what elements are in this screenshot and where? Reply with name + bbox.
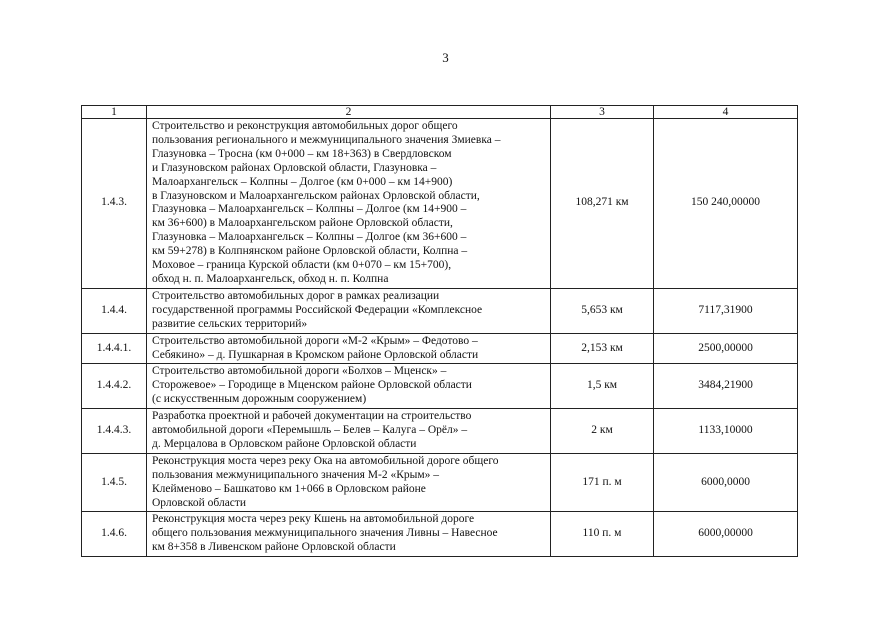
column-header: 3 [551,106,654,119]
description-line: Реконструкция моста через реку Ока на автомобильной дороге общего [152,454,499,467]
description-line: Малоархангельск – Колпны – Долгое (км 0+000 – км 14+900) [152,175,453,188]
description-line: и Глазуновском районах Орловской области, Глазуновка – [152,161,437,174]
item-length: 2 км [551,409,654,454]
description-line: Глазуновка – Малоархангельск – Колпны – Долгое (км 14+900 – [152,203,467,216]
table-row [82,333,798,364]
description-line: автомобильной дороги «Перемышль – Белев – Калуга – Орёл» – [152,424,468,437]
item-amount: 2500,00000 [654,333,798,364]
item-description [147,512,551,557]
table-row [82,453,798,512]
table-header-row [82,106,798,119]
description-line: км 59+278) в Колпнянском районе Орловской области, Колпна – [152,245,468,258]
item-amount: 6000,00000 [654,512,798,557]
description-line: Глазуновка – Тросна (км 0+000 – км 18+363) в Свердловском [152,147,452,160]
description-line: Строительство и реконструкция автомобильных дорог общего [152,120,458,132]
description-line: Сторожевое» – Городище в Мценском районе Орловской области [152,379,472,392]
item-description [147,288,551,333]
column-header: 4 [654,106,798,119]
item-description [147,333,551,364]
description-line: пользования межмуниципального значения М-2 «Крым» – [152,468,440,481]
table-row [82,119,798,289]
description-line: Реконструкция моста через реку Кшень на автомобильной дороге [152,513,475,526]
description-line: пользования регионального и межмуниципального значения Змиевка – [152,133,501,146]
column-header: 1 [82,106,147,119]
description-line: общего пользования межмуниципального значения Ливны – Навесное [152,527,498,540]
item-length: 108,271 км [551,119,654,289]
table-row [82,288,798,333]
item-description [147,364,551,409]
description-line: Разработка проектной и рабочей документации на строительство [152,410,472,423]
item-number: 1.4.4. [82,288,147,333]
item-length: 1,5 км [551,364,654,409]
column-header: 2 [147,106,551,119]
item-length: 171 п. м [551,453,654,512]
item-amount: 1133,10000 [654,409,798,454]
item-number: 1.4.4.2. [82,364,147,409]
item-description [147,453,551,512]
description-line: развитие сельских территорий» [152,317,308,330]
description-line: (с искусственным дорожным сооружением) [152,393,367,406]
description-line: Строительство автомобильной дороги «Болхов – Мценск» – [152,365,447,378]
description-line: Глазуновка – Малоархангельск – Колпны – Долгое (км 36+600 – [152,231,467,244]
item-number: 1.4.3. [82,119,147,289]
item-length: 110 п. м [551,512,654,557]
description-line: Орловской области [152,496,247,509]
table-row [82,409,798,454]
item-number: 1.4.5. [82,453,147,512]
item-length: 2,153 км [551,333,654,364]
item-number: 1.4.6. [82,512,147,557]
description-line: Строительство автомобильной дороги «М-2 «Крым» – Федотово – [152,334,478,347]
item-description [147,119,551,289]
description-line: Клейменово – Башкатово км 1+066 в Орловском районе [152,482,426,495]
description-line: Строительство автомобильных дорог в рамках реализации [152,289,440,302]
description-line: Себякино» – д. Пушкарная в Кромском районе Орловской области [152,348,479,361]
item-amount: 3484,21900 [654,364,798,409]
item-amount: 7117,31900 [654,288,798,333]
description-line: в Глазуновском и Малоархангельском районах Орловской области, [152,189,480,202]
description-line: Моховое – граница Курской области (км 0+070 – км 15+700), [152,259,452,272]
item-number: 1.4.4.3. [82,409,147,454]
description-line: д. Мерцалова в Орловском районе Орловской области [152,437,417,450]
description-line: государственной программы Российской Федерации «Комплексное [152,303,483,316]
page-number: 3 [442,50,449,65]
roads-table [81,105,798,557]
item-number: 1.4.4.1. [82,333,147,364]
item-description [147,409,551,454]
item-amount: 150 240,00000 [654,119,798,289]
description-line: км 8+358 в Ливенском районе Орловской области [152,541,396,554]
table-row [82,364,798,409]
description-line: км 36+600) в Малоархангельском районе Орловской области, [152,217,453,230]
table-row [82,512,798,557]
item-amount: 6000,0000 [654,453,798,512]
item-length: 5,653 км [551,288,654,333]
description-line: обход н. п. Малоархангельск, обход н. п. Колпна [152,272,389,285]
